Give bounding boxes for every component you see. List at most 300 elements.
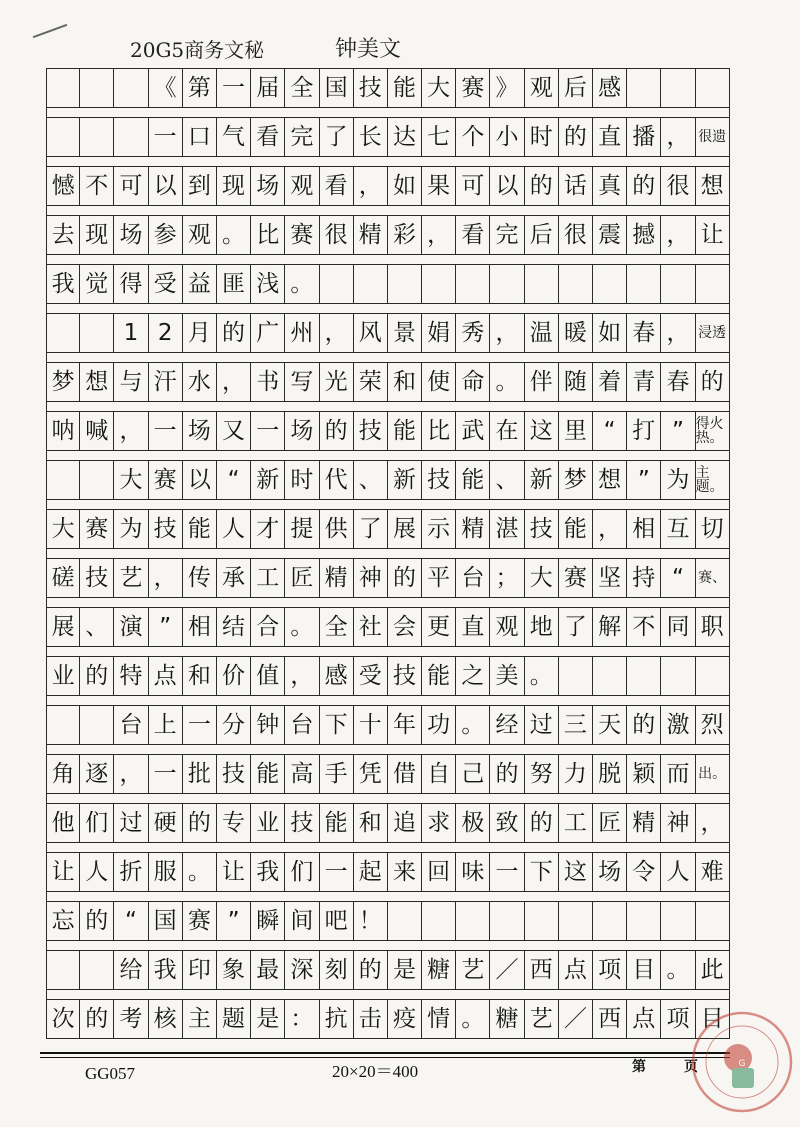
page-suffix: 页 — [684, 1059, 698, 1075]
grid-cell: 很遗 — [696, 118, 730, 156]
grid-cell: 一 — [320, 853, 354, 891]
grid-cell: 受 — [354, 657, 388, 695]
grid-cell: 觉 — [80, 265, 114, 303]
grid-cell: 业 — [251, 804, 285, 842]
sheet-header — [120, 28, 720, 62]
grid-cell: 更 — [422, 608, 456, 646]
grid-cell: 看 — [456, 216, 490, 254]
grid-cell: 使 — [422, 363, 456, 401]
grid-cell: 个 — [456, 118, 490, 156]
grid-cell — [46, 951, 80, 989]
grid-cell — [627, 657, 661, 695]
grid-cell: 大 — [525, 559, 559, 597]
grid-cell: ， — [696, 804, 730, 842]
grid-cell: 过 — [114, 804, 148, 842]
grid-cell: 技 — [217, 755, 251, 793]
row-gap — [46, 794, 730, 803]
grid-cell — [80, 69, 114, 107]
grid-cell: 浅 — [251, 265, 285, 303]
grid-cell: 技 — [354, 412, 388, 450]
grid-cell: 人 — [661, 853, 695, 891]
writing-grid — [46, 68, 730, 1039]
grid-cell: 书 — [251, 363, 285, 401]
grid-cell: 一 — [251, 412, 285, 450]
grid-cell: 赛 — [285, 216, 319, 254]
grid-cell: 情 — [422, 1000, 456, 1038]
grid-cell: 能 — [388, 69, 422, 107]
grid-cell: 的 — [627, 167, 661, 205]
grid-cell: 能 — [456, 461, 490, 499]
grid-row — [46, 411, 730, 451]
grid-cell: 深 — [285, 951, 319, 989]
grid-cell — [80, 461, 114, 499]
grid-cell — [593, 265, 627, 303]
grid-cell: 是 — [388, 951, 422, 989]
grid-cell: 人 — [80, 853, 114, 891]
grid-cell: 神 — [661, 804, 695, 842]
student-name: 钟美文 — [335, 37, 402, 62]
row-gap — [46, 696, 730, 705]
grid-cell: 以 — [183, 461, 217, 499]
row-gap — [46, 647, 730, 656]
grid-cell: 借 — [388, 755, 422, 793]
grid-cell: 为 — [114, 510, 148, 548]
grid-cell: 磋 — [46, 559, 80, 597]
grid-cell: 硬 — [149, 804, 183, 842]
grid-cell: 暖 — [559, 314, 593, 352]
grid-cell — [422, 265, 456, 303]
grid-cell: 观 — [525, 69, 559, 107]
grid-cell: 题 — [217, 1000, 251, 1038]
grid-cell: 手 — [320, 755, 354, 793]
grid-cell: “ — [114, 902, 148, 940]
grid-cell: 能 — [251, 755, 285, 793]
grid-cell: 时 — [285, 461, 319, 499]
grid-cell: 艺 — [525, 1000, 559, 1038]
grid-cell: 服 — [149, 853, 183, 891]
grid-cell: 了 — [559, 608, 593, 646]
grid-cell: 梦 — [559, 461, 593, 499]
grid-cell: ， — [217, 363, 251, 401]
grid-cell: ， — [114, 412, 148, 450]
grid-cell: 后 — [559, 69, 593, 107]
grid-cell: 一 — [149, 118, 183, 156]
grid-cell: ， — [320, 314, 354, 352]
grid-cell — [388, 265, 422, 303]
grid-cell: 们 — [80, 804, 114, 842]
row-gap — [46, 353, 730, 362]
grid-cell: 、 — [354, 461, 388, 499]
grid-cell: 全 — [285, 69, 319, 107]
grid-cell: 娟 — [422, 314, 456, 352]
grid-cell: 专 — [217, 804, 251, 842]
grid-cell: 演 — [114, 608, 148, 646]
grid-cell: 结 — [217, 608, 251, 646]
grid-cell: 目 — [696, 1000, 730, 1038]
grid-cell: 之 — [456, 657, 490, 695]
grid-cell: 可 — [456, 167, 490, 205]
grid-cell: 想 — [696, 167, 730, 205]
grid-cell: 。 — [456, 706, 490, 744]
grid-cell: 现 — [80, 216, 114, 254]
grid-cell: 经 — [490, 706, 524, 744]
grid-cell: 疫 — [388, 1000, 422, 1038]
grid-cell: 这 — [559, 853, 593, 891]
grid-cell: 赛、 — [696, 559, 730, 597]
grid-cell: ， — [149, 559, 183, 597]
grid-cell: 想 — [80, 363, 114, 401]
grid-cell: 完 — [285, 118, 319, 156]
grid-cell: 武 — [456, 412, 490, 450]
grid-cell: 吧 — [320, 902, 354, 940]
grid-cell: 直 — [593, 118, 627, 156]
grid-row — [46, 754, 730, 794]
grid-cell — [661, 657, 695, 695]
grid-cell: 一 — [490, 853, 524, 891]
grid-cell: 忘 — [46, 902, 80, 940]
grid-cell — [320, 265, 354, 303]
grid-cell: 平 — [422, 559, 456, 597]
grid-cell: 能 — [320, 804, 354, 842]
grid-cell: 技 — [285, 804, 319, 842]
grid-cell: 承 — [217, 559, 251, 597]
grid-cell: 台 — [114, 706, 148, 744]
grid-cell: 如 — [593, 314, 627, 352]
grid-cell: 比 — [251, 216, 285, 254]
grid-cell: “ — [661, 559, 695, 597]
grid-cell: 致 — [490, 804, 524, 842]
grid-cell: 主 — [183, 1000, 217, 1038]
grid-cell: ， — [661, 118, 695, 156]
grid-row — [46, 901, 730, 941]
grid-cell: 糖 — [490, 1000, 524, 1038]
grid-cell: 精 — [627, 804, 661, 842]
paper-code: GG057 — [85, 1064, 136, 1083]
grid-cell — [696, 265, 730, 303]
grid-cell: 、 — [80, 608, 114, 646]
grid-cell: 年 — [388, 706, 422, 744]
grid-cell: 刻 — [320, 951, 354, 989]
grid-cell: ！ — [354, 902, 388, 940]
grid-row — [46, 607, 730, 647]
grid-cell: 憾 — [46, 167, 80, 205]
grid-cell: 求 — [422, 804, 456, 842]
grid-cell: 果 — [422, 167, 456, 205]
grid-cell: 以 — [490, 167, 524, 205]
grid-cell: 一 — [217, 69, 251, 107]
grid-cell: 场 — [285, 412, 319, 450]
grid-cell: 令 — [627, 853, 661, 891]
grid-cell: 技 — [80, 559, 114, 597]
grid-cell: 极 — [456, 804, 490, 842]
grid-cell: 难 — [696, 853, 730, 891]
grid-cell: 人 — [217, 510, 251, 548]
grid-cell: 景 — [388, 314, 422, 352]
grid-cell: 春 — [661, 363, 695, 401]
grid-row — [46, 460, 730, 500]
grid-cell: 技 — [149, 510, 183, 548]
grid-cell: 光 — [320, 363, 354, 401]
grid-cell: 互 — [661, 510, 695, 548]
grid-cell: 呐 — [46, 412, 80, 450]
grid-cell: 回 — [422, 853, 456, 891]
grid-cell: 天 — [593, 706, 627, 744]
grid-row — [46, 558, 730, 598]
grid-cell: 。 — [285, 265, 319, 303]
grid-cell: 益 — [183, 265, 217, 303]
grid-row — [46, 264, 730, 304]
grid-cell: 很 — [320, 216, 354, 254]
grid-cell: 浸透 — [696, 314, 730, 352]
grid-cell: 钟 — [251, 706, 285, 744]
grid-cell: 激 — [661, 706, 695, 744]
grid-cell: 赛 — [559, 559, 593, 597]
grid-cell: 广 — [251, 314, 285, 352]
grid-cell — [627, 265, 661, 303]
grid-cell: 参 — [149, 216, 183, 254]
grid-cell: 地 — [525, 608, 559, 646]
grid-cell: 技 — [422, 461, 456, 499]
grid-cell: 让 — [696, 216, 730, 254]
grid-cell: 考 — [114, 1000, 148, 1038]
grid-cell: 的 — [388, 559, 422, 597]
grid-cell — [80, 118, 114, 156]
grid-cell: 、 — [490, 461, 524, 499]
grid-cell — [661, 265, 695, 303]
grid-cell: 批 — [183, 755, 217, 793]
grid-cell: ” — [661, 412, 695, 450]
row-gap — [46, 255, 730, 264]
grid-cell: 》 — [490, 69, 524, 107]
grid-cell — [456, 902, 490, 940]
grid-cell: 台 — [456, 559, 490, 597]
grid-cell — [696, 69, 730, 107]
grid-cell: 美 — [490, 657, 524, 695]
grid-cell: 观 — [183, 216, 217, 254]
grid-cell — [593, 657, 627, 695]
grid-cell: 西 — [593, 1000, 627, 1038]
grid-cell: 点 — [149, 657, 183, 695]
grid-cell: 技 — [388, 657, 422, 695]
page-label: 第 — [632, 1059, 646, 1075]
grid-cell — [490, 265, 524, 303]
grid-cell: 精 — [354, 216, 388, 254]
grid-cell: ／ — [559, 1000, 593, 1038]
grid-cell: 颖 — [627, 755, 661, 793]
grid-cell: 大 — [422, 69, 456, 107]
grid-cell: 以 — [149, 167, 183, 205]
row-gap — [46, 402, 730, 411]
grid-cell: 月 — [183, 314, 217, 352]
grid-cell: 社 — [354, 608, 388, 646]
grid-cell: 让 — [217, 853, 251, 891]
grid-cell: 很 — [559, 216, 593, 254]
grid-cell: 为 — [661, 461, 695, 499]
grid-cell: 观 — [285, 167, 319, 205]
grid-cell: 里 — [559, 412, 593, 450]
grid-cell: 写 — [285, 363, 319, 401]
grid-cell: 震 — [593, 216, 627, 254]
grid-cell: 的 — [627, 706, 661, 744]
grid-cell: 2 — [149, 314, 183, 352]
grid-cell — [456, 265, 490, 303]
grid-cell: 现 — [217, 167, 251, 205]
grid-cell: 和 — [183, 657, 217, 695]
grid-cell: 技 — [525, 510, 559, 548]
grid-cell: 汗 — [149, 363, 183, 401]
grid-cell: 想 — [593, 461, 627, 499]
grid-cell: 。 — [490, 363, 524, 401]
grid-cell: 下 — [525, 853, 559, 891]
grid-cell: 的 — [525, 167, 559, 205]
grid-cell: 他 — [46, 804, 80, 842]
grid-cell: 了 — [320, 118, 354, 156]
grid-cell: 相 — [627, 510, 661, 548]
grid-cell: 的 — [354, 951, 388, 989]
grid-cell: 的 — [217, 314, 251, 352]
grid-cell — [354, 265, 388, 303]
grid-cell: 上 — [149, 706, 183, 744]
grid-cell: 伴 — [525, 363, 559, 401]
grid-cell: 场 — [114, 216, 148, 254]
grid-cell: 项 — [661, 1000, 695, 1038]
grid-cell: 能 — [183, 510, 217, 548]
grid-cell: 匠 — [285, 559, 319, 597]
grid-cell: 来 — [388, 853, 422, 891]
grid-cell: 国 — [149, 902, 183, 940]
grid-cell: 如 — [388, 167, 422, 205]
grid-cell: “ — [593, 412, 627, 450]
class-name: 20G5商务文秘 — [130, 38, 265, 62]
grid-cell: 的 — [559, 118, 593, 156]
row-gap — [46, 990, 730, 999]
grid-row — [46, 852, 730, 892]
row-gap — [46, 549, 730, 558]
grid-cell — [696, 657, 730, 695]
grid-cell: 切 — [696, 510, 730, 548]
grid-cell: 荣 — [354, 363, 388, 401]
grid-cell: 三 — [559, 706, 593, 744]
grid-cell — [46, 706, 80, 744]
grid-cell: 。 — [525, 657, 559, 695]
grid-cell: 场 — [593, 853, 627, 891]
grid-cell: 撼 — [627, 216, 661, 254]
grid-row — [46, 362, 730, 402]
grid-cell: 给 — [114, 951, 148, 989]
grid-cell: 艺 — [114, 559, 148, 597]
grid-cell: 不 — [627, 608, 661, 646]
grid-cell: 的 — [696, 363, 730, 401]
grid-cell: 很 — [661, 167, 695, 205]
grid-cell: 风 — [354, 314, 388, 352]
grid-cell: 播 — [627, 118, 661, 156]
grid-cell: 追 — [388, 804, 422, 842]
grid-cell: 能 — [388, 412, 422, 450]
grid-cell: 示 — [422, 510, 456, 548]
grid-cell: 。 — [661, 951, 695, 989]
grid-cell: 合 — [251, 608, 285, 646]
grid-cell: 特 — [114, 657, 148, 695]
grid-cell: 逐 — [80, 755, 114, 793]
row-gap — [46, 157, 730, 166]
grid-cell: 神 — [354, 559, 388, 597]
grid-cell: 才 — [251, 510, 285, 548]
grid-cell: 我 — [149, 951, 183, 989]
grid-cell: 感 — [593, 69, 627, 107]
grid-cell: ， — [593, 510, 627, 548]
grid-cell: 努 — [525, 755, 559, 793]
grid-cell: 烈 — [696, 706, 730, 744]
grid-cell: 西 — [525, 951, 559, 989]
grid-cell: 们 — [285, 853, 319, 891]
grid-cell — [661, 69, 695, 107]
grid-cell: 一 — [149, 412, 183, 450]
grid-cell: 赛 — [183, 902, 217, 940]
row-gap — [46, 843, 730, 852]
grid-cell: 我 — [251, 853, 285, 891]
grid-cell: 场 — [251, 167, 285, 205]
grid-cell: 出。 — [696, 755, 730, 793]
grid-cell: 项 — [593, 951, 627, 989]
grid-cell: 高 — [285, 755, 319, 793]
grid-cell: 看 — [251, 118, 285, 156]
grid-cell: 台 — [285, 706, 319, 744]
grid-cell: 去 — [46, 216, 80, 254]
grid-cell: 的 — [320, 412, 354, 450]
grid-cell: 供 — [320, 510, 354, 548]
row-gap — [46, 892, 730, 901]
grid-cell: 到 — [183, 167, 217, 205]
grid-cell — [114, 69, 148, 107]
grid-cell: 受 — [149, 265, 183, 303]
grid-cell: 业 — [46, 657, 80, 695]
grid-cell — [80, 314, 114, 352]
grid-cell: 我 — [46, 265, 80, 303]
grid-cell: 味 — [456, 853, 490, 891]
grid-cell: 的 — [80, 1000, 114, 1038]
grid-cell: 看 — [320, 167, 354, 205]
grid-cell — [525, 265, 559, 303]
grid-cell: 自 — [422, 755, 456, 793]
grid-cell: 过 — [525, 706, 559, 744]
grid-cell — [627, 902, 661, 940]
grid-cell: ， — [490, 314, 524, 352]
grid-cell: 艺 — [456, 951, 490, 989]
grid-cell: 不 — [80, 167, 114, 205]
grid-row — [46, 999, 730, 1039]
grid-cell: 全 — [320, 608, 354, 646]
grid-cell: 工 — [559, 804, 593, 842]
grid-cell: 同 — [661, 608, 695, 646]
grid-cell: 真 — [593, 167, 627, 205]
grid-cell — [559, 657, 593, 695]
grid-cell — [46, 118, 80, 156]
grid-cell: 国 — [320, 69, 354, 107]
grid-cell: 展 — [388, 510, 422, 548]
grid-cell: 大 — [46, 510, 80, 548]
grid-cell: 间 — [285, 902, 319, 940]
grid-cell: 时 — [525, 118, 559, 156]
grid-cell: 话 — [559, 167, 593, 205]
grid-cell: ， — [114, 755, 148, 793]
grid-cell: 1 — [114, 314, 148, 352]
grid-cell: 值 — [251, 657, 285, 695]
grid-cell: ， — [354, 167, 388, 205]
grid-cell — [46, 69, 80, 107]
grid-cell: 持 — [627, 559, 661, 597]
grid-cell: 凭 — [354, 755, 388, 793]
row-gap — [46, 304, 730, 313]
